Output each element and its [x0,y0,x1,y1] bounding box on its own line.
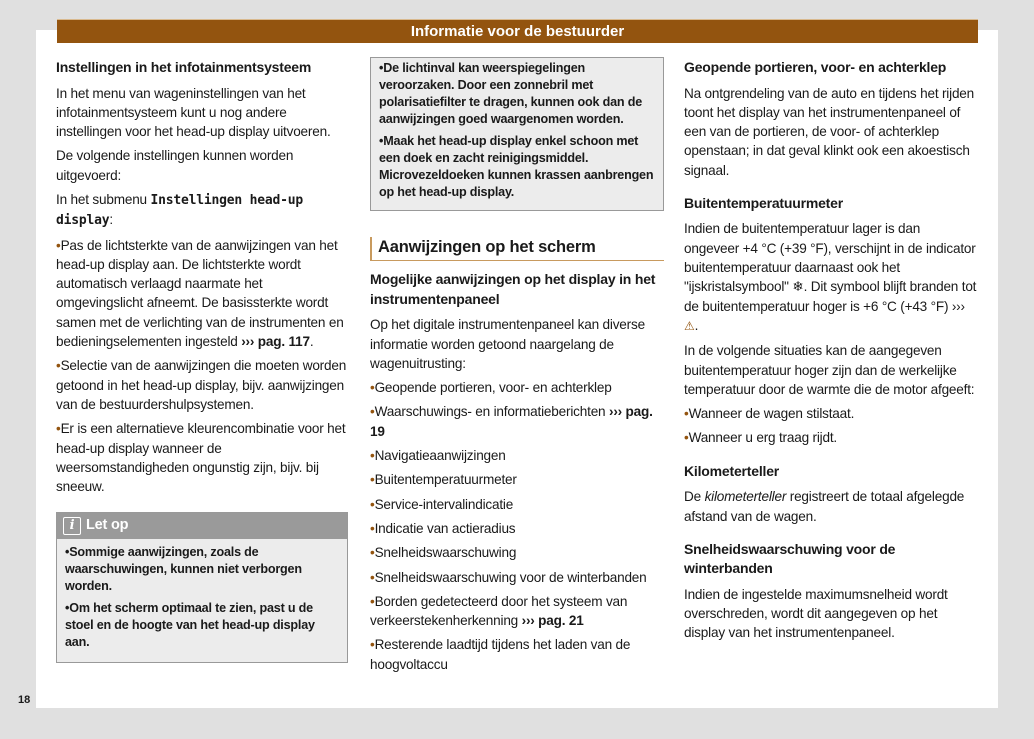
bullet-item: • Wanneer u erg traag rijdt. [684,428,978,447]
info-icon: i [63,517,81,535]
paragraph: Op het digitale instrumentenpaneel kan diverse informatie worden getoond naargelang de wagenuitrusting: [370,317,645,371]
paragraph [56,190,348,231]
column-2 [370,58,664,679]
note-item: • De lichtinval kan weerspiegelingen veroorzaken. Door een zonnebril met polarisatiefilter te dragen, kunnen ook dan de aanwijzingen goed waargenomen worden. [379,60,655,128]
heading: Buitentemperatuurmeter [684,194,843,211]
column-3 [684,58,978,648]
text: Borden gedetecteerd door het systeem van verkeerstekenherkenning [370,593,628,629]
menu-name: Instellingen head-up display [56,192,304,229]
note-header [57,513,347,538]
bullet-item: • Wanneer de wagen stilstaat. [684,404,978,423]
text: : [109,212,113,228]
heading: Mogelijke aanwijzingen op het display in het instrumentenpaneel [370,271,656,307]
snowflake-icon: ❄ [792,279,804,295]
section-title: Aanwijzingen op het scherm [370,237,664,261]
paragraph: Indien de buitentemperatuur lager is dan ongeveer +4 °C (+39 °F), verschijnt in de indicator buitentemperatuur daarnaast ook het "ijskristalsymbool" ❄. Dit symbool blijft branden tot de buitentemperatuur hoger is +6 °C (+43 °F) ››› ⚠. [684,221,977,333]
text: registreert de totaal afgelegde afstand van de wagen. [684,489,965,524]
bullet-item: • Selectie van de aanwijzingen die moeten worden getoond in het head-up display, bijv. aanwijzingen van de bestuurdershulpsystemen. [56,356,348,414]
emphasis: kilometerteller [704,489,787,505]
chapter-header: Informatie voor de bestuurder [57,19,978,43]
list-item: • Service-intervalindicatie [370,495,664,514]
paragraph: Na ontgrendeling van de auto en tijdens het rijden toont het display van het instrumentenpaneel of een van de portieren, de voor- of achterklep openstaan; in dat geval klinkt ook een akoestisch signaal. [684,85,975,178]
warning-triangle-icon[interactable]: ⚠ [684,318,695,333]
page-number: 18 [18,694,31,706]
heading: Instellingen in het infotainmentsysteem [56,59,312,75]
note-body [57,539,347,662]
text: Indien de buitentemperatuur lager is dan ongeveer +4 °C (+39 °F), verschijnt in de indicator buitentemperatuur daarnaast ook het "ijskristalsymbool" [684,221,976,295]
bullet-item: • Pas de lichtsterkte van de aanwijzingen van het head-up display aan. De lichtsterkte wordt automatisch verlaagd naarmate het omgevingslicht afneemt. De basissterkte wordt samen met de verlichting van de instrumenten en bedieningselementen ingesteld ››› pag. 117. [56,236,348,352]
text: In het submenu [56,191,151,207]
text: Pas de lichtsterkte van de aanwijzingen van het head-up display aan. De lichtsterkte wordt automatisch verlaagd naarmate het omgevingslicht afneemt. De basissterkte wordt samen met de verlichting van de instrumenten en bedieningselementen ingesteld [56,237,344,350]
heading: Geopende portieren, voor- en achterklep [684,59,947,75]
list-item: • Resterende laadtijd tijdens het laden van de hoogvoltaccu [370,635,664,674]
heading: Kilometerteller [684,462,780,479]
text: . Dit symbool blijft branden tot de buitentemperatuur hoger is +6 °C (+43 °F) ››› [684,279,977,314]
list-item: • Snelheidswaarschuwing [370,543,664,562]
list-item: • Indicatie van actieradius [370,519,664,538]
list-item: • Navigatieaanwijzingen [370,446,664,465]
list-item: • Snelheidswaarschuwing voor de winterbanden [370,568,664,587]
text: De [684,489,705,505]
note-item: • Maak het head-up display enkel schoon met een doek en zacht reinigingsmiddel. Microvezeldoeken kunnen krassen aanbrengen op het head-up display. [379,133,655,201]
paragraph: Indien de ingestelde maximumsnelheid wordt overschreden, wordt dit aangegeven op het display van het instrumentenpaneel. [684,586,948,641]
list-item [370,402,664,441]
paragraph: In de volgende situaties kan de aangegeven buitentemperatuur hoger zijn dan de werkelijke temperatuur door de warmte die de motor afgeeft: [684,343,975,397]
text: Waarschuwings- en informatieberichten [374,404,609,420]
page-reference-link[interactable]: ››› pag. 117 [241,334,310,350]
note-box-continued [370,57,664,211]
page-reference-link[interactable]: ››› pag. 19 [370,404,653,439]
list-item: • Geopende portieren, voor- en achterklep [370,378,664,397]
heading: Snelheidswaarschuwing voor de winterbanden [684,540,896,577]
note-box [56,512,348,662]
list-item: • Buitentemperatuurmeter [370,470,664,489]
page-reference-link[interactable]: ››› pag. 21 [521,613,584,629]
note-item: • Sommige aanwijzingen, zoals de waarschuwingen, kunnen niet verborgen worden. [65,544,339,595]
note-item: • Om het scherm optimaal te zien, past u de stoel en de hoogte van het head-up display aan. [65,600,339,651]
paragraph: In het menu van wageninstellingen van het infotainmentsysteem kunt u nog andere instellingen voor het head-up display uitvoeren. [56,85,331,140]
column-1 [56,58,348,663]
note-title: Let op [86,517,129,534]
paragraph: De volgende instellingen kunnen worden uitgevoerd: [56,148,294,183]
bullet-item: • Er is een alternatieve kleurencombinatie voor het head-up display wanneer de weersomstandigheden ongunstig zijn, bijv. bij sneeuw. [56,419,348,496]
paragraph [684,487,978,526]
list-item [370,592,664,631]
